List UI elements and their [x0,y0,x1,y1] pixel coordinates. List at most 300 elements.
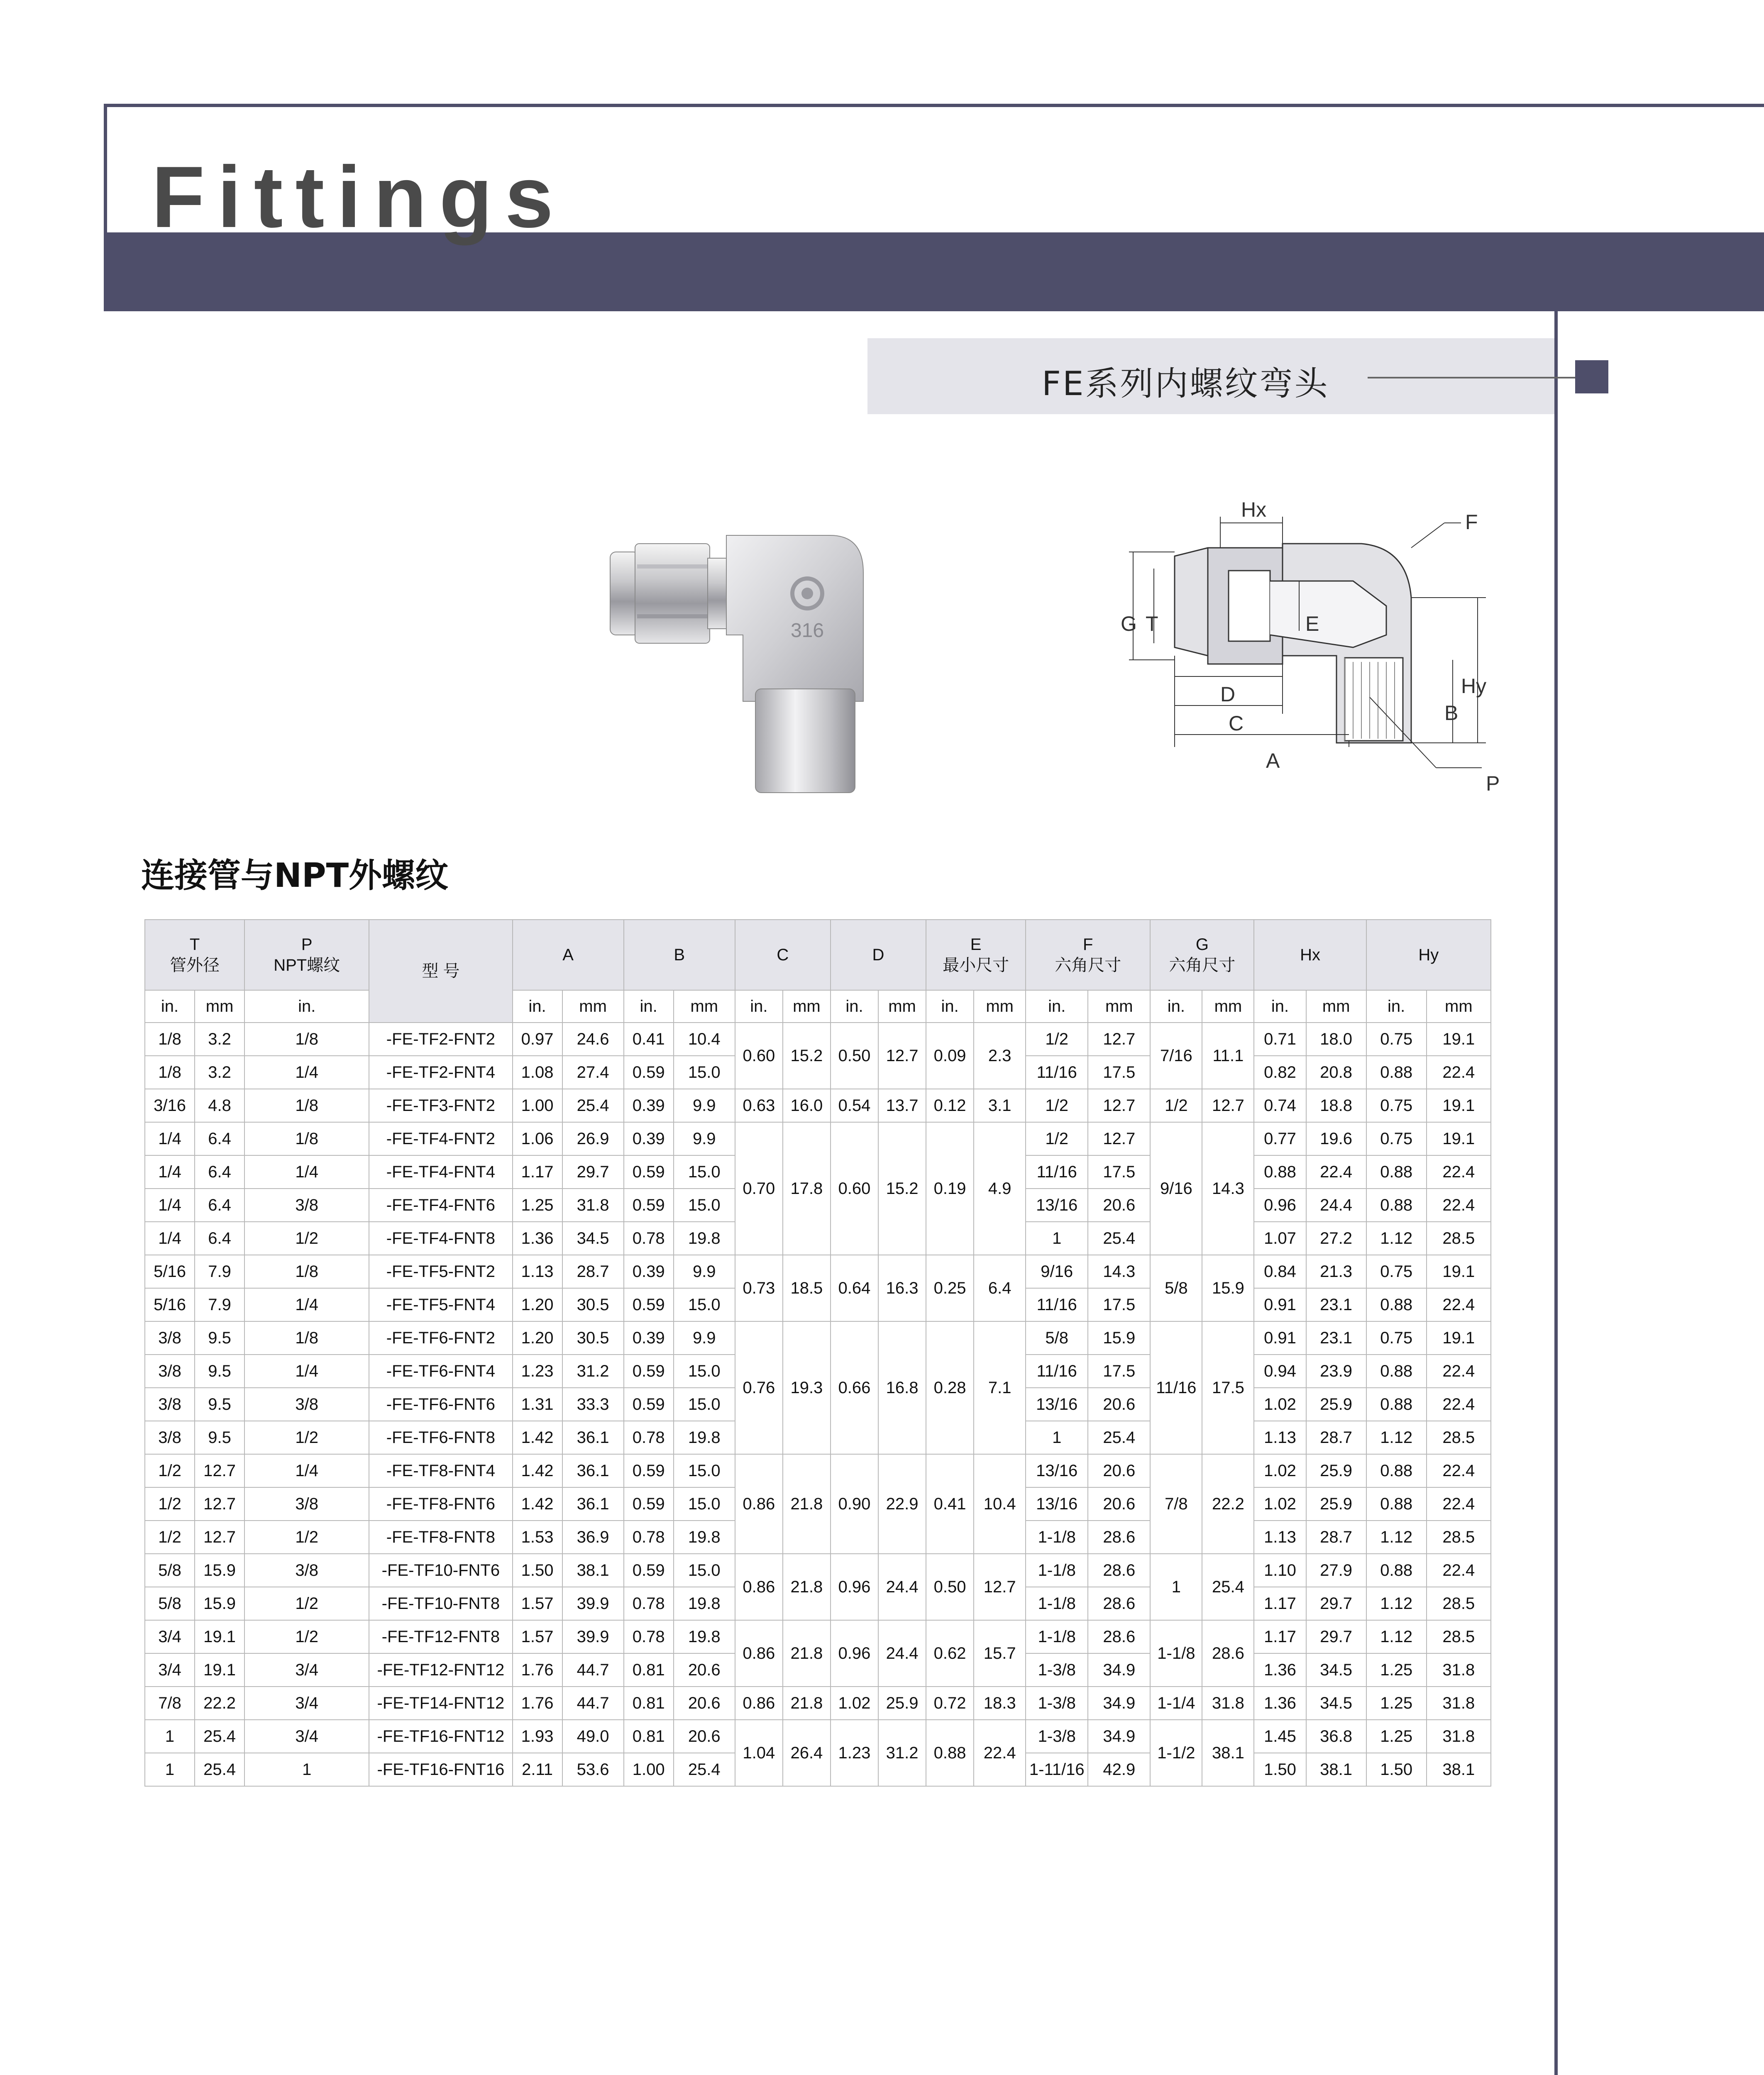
table-cell: 19.1 [195,1653,244,1687]
table-cell: 0.74 [1254,1089,1306,1122]
table-cell: 9.5 [195,1421,244,1454]
table-cell: 6.4 [195,1155,244,1189]
table-cell: 3/8 [244,1487,369,1521]
table-cell: 25.9 [878,1687,926,1720]
table-cell: 17.5 [1088,1056,1150,1089]
table-cell: 11/16 [1026,1155,1088,1189]
label-t: T [1146,612,1158,635]
table-cell: 38.1 [562,1554,624,1587]
table-cell: 11/16 [1026,1288,1088,1321]
table-cell: 3/4 [145,1620,195,1653]
table-cell: 28.5 [1427,1521,1491,1554]
table-cell: 22.4 [1306,1155,1366,1189]
table-cell: 2.11 [513,1753,562,1786]
table-cell: 0.78 [624,1587,674,1620]
table-cell: 0.75 [1366,1089,1427,1122]
table-cell: 34.9 [1088,1720,1150,1753]
table-cell: 28.6 [1088,1620,1150,1653]
table-cell: 3/8 [145,1355,195,1388]
table-cell: 1.13 [513,1255,562,1288]
table-cell: 12.7 [1088,1023,1150,1056]
table-cell: 22.4 [1427,1155,1491,1189]
table-cell: 15.9 [1088,1321,1150,1355]
table-cell: -FE-TF12-FNT8 [369,1620,512,1653]
table-cell: 33.3 [562,1388,624,1421]
table-cell: 3/8 [244,1189,369,1222]
table-cell: 1.25 [1366,1653,1427,1687]
table-cell: 36.8 [1306,1720,1366,1753]
table-cell: 7.9 [195,1288,244,1321]
table-cell: 1/4 [244,1288,369,1321]
table-cell: 15.0 [674,1355,735,1388]
brand-title: Fittings [151,148,566,246]
table-cell: 3/4 [145,1653,195,1687]
table-cell: 28.5 [1427,1222,1491,1255]
table-cell: 1.02 [831,1687,878,1720]
table-cell: 1.00 [624,1753,674,1786]
table-cell: 5/8 [1150,1255,1202,1321]
table-cell: 1.53 [513,1521,562,1554]
table-cell: 0.64 [831,1255,878,1321]
table-cell: 0.60 [831,1122,878,1255]
table-cell: -FE-TF3-FNT2 [369,1089,512,1122]
table-cell: -FE-TF6-FNT2 [369,1321,512,1355]
table-cell: 1.76 [513,1687,562,1720]
table-cell: 14.3 [1202,1122,1254,1255]
table-cell: 6.4 [195,1122,244,1155]
table-cell: -FE-TF16-FNT12 [369,1720,512,1753]
table-cell: 31.8 [1427,1653,1491,1687]
table-row [145,1023,1491,1056]
elbow-body [726,535,863,701]
table-cell: 15.0 [674,1056,735,1089]
table-cell: 5/8 [145,1554,195,1587]
table-cell: 1/2 [244,1521,369,1554]
table-cell: 15.2 [783,1023,831,1089]
table-cell: 34.5 [562,1222,624,1255]
table-cell: 12.7 [195,1454,244,1487]
table-cell: 1/2 [244,1587,369,1620]
table-cell: 28.5 [1427,1587,1491,1620]
table-cell: 0.28 [926,1321,974,1454]
series-marker-square [1575,360,1608,393]
table-cell: -FE-TF14-FNT12 [369,1687,512,1720]
table-cell: 13/16 [1026,1487,1088,1521]
table-cell: 34.9 [1088,1653,1150,1687]
table-cell: 0.62 [926,1620,974,1687]
table-row [145,1321,1491,1355]
table-cell: 0.75 [1366,1321,1427,1355]
header-a: A [513,920,624,990]
table-cell: 1-3/8 [1026,1720,1088,1753]
table-cell: 1.36 [1254,1687,1306,1720]
table-cell: 1.07 [1254,1222,1306,1255]
table-cell: 1/4 [145,1122,195,1155]
table-cell: 1.13 [1254,1521,1306,1554]
table-cell: 1/2 [1150,1089,1202,1122]
table-cell: 0.66 [831,1321,878,1454]
table-cell: 20.6 [674,1653,735,1687]
table-cell: 0.41 [624,1023,674,1056]
table-cell: -FE-TF5-FNT4 [369,1288,512,1321]
table-cell: -FE-TF4-FNT6 [369,1189,512,1222]
table-cell: 0.88 [1366,1454,1427,1487]
table-cell: 3/8 [145,1421,195,1454]
table-cell: 1/4 [145,1155,195,1189]
unit-cell: in. [145,990,195,1023]
table-cell: 6.4 [195,1222,244,1255]
table-cell: 31.2 [878,1720,926,1786]
header-p: P NPT螺纹 [244,920,369,990]
table-cell: 18.5 [783,1255,831,1321]
table-cell: 44.7 [562,1687,624,1720]
table-cell: 22.4 [974,1720,1026,1786]
table-cell: 3/8 [244,1388,369,1421]
label-a: A [1266,749,1280,772]
table-cell: 0.94 [1254,1355,1306,1388]
table-row [145,1720,1491,1753]
table-cell: 28.7 [1306,1521,1366,1554]
table-cell: 0.39 [624,1321,674,1355]
table-cell: 1/2 [1026,1023,1088,1056]
table-cell: 0.60 [735,1023,783,1089]
table-cell: 1/4 [244,1155,369,1189]
table-cell: 12.7 [1088,1122,1150,1155]
table-cell: 1.36 [513,1222,562,1255]
table-cell: 1.25 [1366,1720,1427,1753]
table-cell: 9.9 [674,1321,735,1355]
table-cell: 1.20 [513,1321,562,1355]
table-cell: 26.4 [783,1720,831,1786]
table-cell: 0.86 [735,1554,783,1620]
table-cell: 0.25 [926,1255,974,1321]
table-cell: 15.9 [1202,1255,1254,1321]
table-cell: -FE-TF4-FNT2 [369,1122,512,1155]
table-cell: -FE-TF2-FNT2 [369,1023,512,1056]
table-cell: 20.6 [1088,1189,1150,1222]
table-cell: 1/2 [244,1421,369,1454]
table-cell: 25.4 [1088,1222,1150,1255]
table-cell: 15.0 [674,1554,735,1587]
table-cell: 0.54 [831,1089,878,1122]
table-cell: 1/2 [244,1222,369,1255]
table-cell: 15.9 [195,1554,244,1587]
table-cell: 42.9 [1088,1753,1150,1786]
label-c: C [1229,712,1244,735]
unit-cell: mm [562,990,624,1023]
table-cell: 0.59 [624,1454,674,1487]
table-cell: 34.9 [1088,1687,1150,1720]
table-cell: 9.9 [674,1255,735,1288]
table-cell: 1.57 [513,1587,562,1620]
table-cell: 9.5 [195,1388,244,1421]
table-cell: 21.8 [783,1454,831,1554]
table-cell: 30.5 [562,1321,624,1355]
unit-cell: in. [831,990,878,1023]
table-cell: 0.09 [926,1023,974,1089]
table-cell: 0.86 [735,1687,783,1720]
table-cell: 1.17 [513,1155,562,1189]
table-cell: 1.02 [1254,1454,1306,1487]
table-cell: 36.1 [562,1421,624,1454]
table-cell: 0.86 [735,1620,783,1687]
table-cell: 0.78 [624,1222,674,1255]
unit-cell: mm [674,990,735,1023]
table-cell: 22.9 [878,1454,926,1554]
table-cell: 1 [1150,1554,1202,1620]
table-cell: 18.0 [1306,1023,1366,1056]
table-cell: 1/8 [145,1056,195,1089]
table-cell: 0.78 [624,1620,674,1653]
table-cell: 3/4 [244,1720,369,1753]
table-cell: 1/8 [244,1089,369,1122]
table-cell: 1.50 [513,1554,562,1587]
table-cell: 1/2 [145,1487,195,1521]
table-cell: 7.1 [974,1321,1026,1454]
table-cell: 23.9 [1306,1355,1366,1388]
table-cell: 22.4 [1427,1056,1491,1089]
table-cell: 1.12 [1366,1587,1427,1620]
table-cell: 28.7 [562,1255,624,1288]
table-cell: -FE-TF6-FNT6 [369,1388,512,1421]
table-cell: 19.8 [674,1620,735,1653]
table-cell: 24.4 [878,1620,926,1687]
table-cell: 22.2 [195,1687,244,1720]
table-cell: 28.7 [1306,1421,1366,1454]
table-cell: 1.57 [513,1620,562,1653]
table-cell: 0.81 [624,1687,674,1720]
table-cell: 0.88 [1366,1056,1427,1089]
table-cell: 36.9 [562,1521,624,1554]
unit-cell: in. [1150,990,1202,1023]
table-cell: 23.1 [1306,1321,1366,1355]
table-cell: 17.5 [1088,1155,1150,1189]
table-cell: 3/8 [145,1388,195,1421]
table-cell: 1-1/8 [1026,1587,1088,1620]
table-cell: 3/8 [145,1321,195,1355]
table-cell: 27.2 [1306,1222,1366,1255]
table-cell: 1-1/8 [1026,1521,1088,1554]
table-cell: 10.4 [974,1454,1026,1554]
table-cell: 1.93 [513,1720,562,1753]
table-row [145,1122,1491,1155]
material-mark: 316 [790,620,824,642]
header-g: G 六角尺寸 [1150,920,1254,990]
table-cell: 1.50 [1366,1753,1427,1786]
unit-cell: in. [926,990,974,1023]
table-cell: 1 [145,1720,195,1753]
table-cell: 0.88 [1366,1288,1427,1321]
table-cell: 3/8 [244,1554,369,1587]
table-cell: -FE-TF4-FNT4 [369,1155,512,1189]
table-cell: 27.9 [1306,1554,1366,1587]
table-cell: 31.8 [562,1189,624,1222]
unit-cell: mm [1306,990,1366,1023]
table-cell: 14.3 [1088,1255,1150,1288]
header-t: T 管外径 [145,920,244,990]
table-cell: 11.1 [1202,1023,1254,1089]
table-cell: 0.81 [624,1720,674,1753]
table-cell: 1-1/8 [1026,1620,1088,1653]
table-cell: 0.88 [1366,1189,1427,1222]
table-cell: 0.72 [926,1687,974,1720]
table-cell: 17.8 [783,1122,831,1255]
table-cell: 0.59 [624,1056,674,1089]
table-cell: 0.59 [624,1288,674,1321]
unit-cell: in. [1026,990,1088,1023]
female-port [755,689,855,793]
table-cell: 13/16 [1026,1388,1088,1421]
table-cell: 1.12 [1366,1620,1427,1653]
table-cell: 15.0 [674,1288,735,1321]
table-cell: 0.75 [1366,1122,1427,1155]
label-b: B [1444,701,1459,725]
table-cell: -FE-TF8-FNT4 [369,1454,512,1487]
table-cell: 0.41 [926,1454,974,1554]
unit-cell: in. [1254,990,1306,1023]
table-cell: 20.6 [1088,1454,1150,1487]
table-cell: 38.1 [1427,1753,1491,1786]
unit-cell: in. [244,990,369,1023]
table-cell: 1/4 [145,1222,195,1255]
table-cell: 1/2 [145,1454,195,1487]
table-cell: 1.36 [1254,1653,1306,1687]
table-cell: 0.86 [735,1454,783,1554]
unit-cell: mm [783,990,831,1023]
dimension-drawing [1121,498,1515,809]
table-cell: 1/4 [244,1355,369,1388]
table-cell: 38.1 [1202,1720,1254,1786]
table-cell: 49.0 [562,1720,624,1753]
product-photo [598,527,901,801]
table-body [145,1023,1491,1786]
table-cell: 20.6 [674,1720,735,1753]
table-cell: 53.6 [562,1753,624,1786]
table-cell: 0.76 [735,1321,783,1454]
table-row [145,1255,1491,1288]
table-cell: 15.2 [878,1122,926,1255]
series-title: FE系列内螺纹弯头 [1042,364,1329,403]
table-cell: 0.91 [1254,1321,1306,1355]
table-cell: 25.9 [1306,1454,1366,1487]
table-cell: 21.3 [1306,1255,1366,1288]
section-title: 连接管与NPT外螺纹 [141,856,449,895]
table-cell: 0.50 [926,1554,974,1620]
table-cell: 25.4 [1202,1554,1254,1620]
table-cell: 28.6 [1088,1521,1150,1554]
table-cell: 1.17 [1254,1587,1306,1620]
table-cell: 12.7 [195,1487,244,1521]
table-row [145,1454,1491,1487]
table-cell: -FE-TF8-FNT6 [369,1487,512,1521]
table-cell: 0.78 [624,1421,674,1454]
table-cell: 0.39 [624,1089,674,1122]
table-cell: -FE-TF16-FNT16 [369,1753,512,1786]
table-cell: 22.4 [1427,1288,1491,1321]
table-cell: 25.4 [195,1720,244,1753]
unit-row [145,990,1491,1023]
table-cell: 22.4 [1427,1388,1491,1421]
table-cell: 0.70 [735,1122,783,1255]
table-cell: 1-1/2 [1150,1720,1202,1786]
table-cell: 1/8 [244,1255,369,1288]
table-cell: 16.0 [783,1089,831,1122]
table-cell: 1/2 [1026,1122,1088,1155]
table-cell: 0.71 [1254,1023,1306,1056]
table-cell: 25.4 [1088,1421,1150,1454]
header-hy: Hy [1366,920,1491,990]
table-cell: 0.39 [624,1255,674,1288]
label-g: G [1121,612,1137,635]
table-cell: 0.19 [926,1122,974,1255]
table-cell: -FE-TF5-FNT2 [369,1255,512,1288]
table-cell: 39.9 [562,1620,624,1653]
header-e: E 最小尺寸 [926,920,1026,990]
table-cell: 1 [1026,1421,1088,1454]
label-d: D [1220,683,1236,706]
table-cell: 9.9 [674,1122,735,1155]
table-cell: 0.59 [624,1487,674,1521]
table-cell: 44.7 [562,1653,624,1687]
table-cell: 1-1/8 [1150,1620,1202,1687]
table-row [145,1089,1491,1122]
table-cell: -FE-TF10-FNT6 [369,1554,512,1587]
table-cell: 13.7 [878,1089,926,1122]
table-cell: 0.82 [1254,1056,1306,1089]
label-f: F [1465,510,1478,534]
table-cell: 0.88 [1366,1554,1427,1587]
table-cell: 1.25 [513,1189,562,1222]
table-cell: 3/4 [244,1653,369,1687]
table-cell: 20.6 [1088,1388,1150,1421]
unit-cell: in. [513,990,562,1023]
table-cell: 1.23 [831,1720,878,1786]
table-cell: 1.17 [1254,1620,1306,1653]
table-cell: 3.2 [195,1023,244,1056]
table-cell: 25.9 [1306,1487,1366,1521]
table-cell: 25.4 [674,1753,735,1786]
table-cell: 0.59 [624,1155,674,1189]
table-cell: 11/16 [1026,1355,1088,1388]
table-cell: -FE-TF10-FNT8 [369,1587,512,1620]
table-cell: 3/4 [244,1687,369,1720]
table-cell: 28.6 [1088,1554,1150,1587]
table-cell: 19.6 [1306,1122,1366,1155]
table-cell: 0.91 [1254,1288,1306,1321]
table-cell: 26.9 [562,1122,624,1155]
table-cell: 0.59 [624,1189,674,1222]
table-cell: -FE-TF6-FNT4 [369,1355,512,1388]
table-cell: 3/16 [145,1089,195,1122]
table-cell: 1.02 [1254,1487,1306,1521]
header-model: 型 号 [369,920,512,1023]
header-c: C [735,920,831,990]
table-cell: 0.84 [1254,1255,1306,1288]
header-top-rule [104,104,1764,107]
table-cell: 1.13 [1254,1421,1306,1454]
table-cell: 1.06 [513,1122,562,1155]
table-cell: 11/16 [1026,1056,1088,1089]
unit-cell: mm [1088,990,1150,1023]
table-cell: 20.8 [1306,1056,1366,1089]
table-cell: 0.77 [1254,1122,1306,1155]
table-cell: 1.42 [513,1421,562,1454]
table-cell: 19.3 [783,1321,831,1454]
table-cell: 6.4 [974,1255,1026,1321]
table-cell: 19.1 [1427,1023,1491,1056]
table-cell: 22.2 [1202,1454,1254,1554]
header-d: D [831,920,926,990]
